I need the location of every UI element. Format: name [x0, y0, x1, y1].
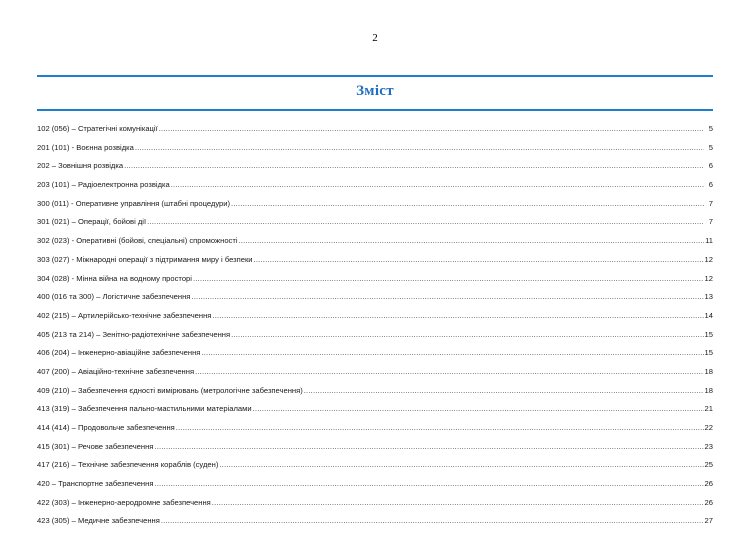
toc-leader-dots [161, 515, 704, 526]
toc-leader-dots [212, 497, 704, 508]
toc-entry-label[interactable]: 414 (414) – Продовольче забезпечення [37, 423, 175, 432]
toc-entry-page[interactable]: 6 [708, 161, 713, 171]
toc-entry[interactable] [37, 441, 713, 460]
toc-entry-page[interactable]: 27 [704, 516, 713, 526]
toc-leader-dots [159, 123, 704, 134]
toc-entry-label[interactable]: 201 (101) - Воєнна розвідка [37, 142, 134, 152]
toc-entry-page[interactable]: 12 [704, 254, 713, 264]
toc-leader-dots [154, 441, 703, 452]
toc-entry[interactable] [37, 459, 713, 478]
toc-leader-dots [176, 422, 704, 433]
toc-entry-label[interactable]: 417 (216) – Технічне забезпечення кораблів (суден) [37, 460, 219, 470]
toc-entry-page[interactable]: 11 [705, 236, 713, 246]
toc-entry[interactable] [37, 385, 713, 404]
toc-entry[interactable] [37, 142, 713, 161]
toc-entry[interactable] [37, 515, 713, 534]
toc-entry[interactable] [37, 198, 713, 217]
toc-leader-dots [147, 216, 704, 227]
toc-entry[interactable] [37, 310, 713, 329]
toc-entry-label[interactable]: 300 (011) - Оперативне управління (штабні процедури) [37, 198, 231, 208]
toc-leader-dots [154, 478, 703, 489]
toc-entry-label[interactable]: 400 (016 та 300) – Логістичне забезпечення [37, 292, 191, 302]
toc-entry-label[interactable]: 422 (303) – Інженерно-аеродромне забезпечення [37, 497, 211, 507]
toc-entry[interactable] [37, 329, 713, 348]
toc-leader-dots [193, 273, 704, 284]
toc-entry-label[interactable]: 413 (319) – Забезпечення пально-мастильними матеріалами [37, 404, 252, 414]
toc-entry[interactable] [37, 179, 713, 198]
table-of-contents [37, 123, 713, 534]
toc-entry-label[interactable]: 301 (021) – Операції, бойові дії [37, 217, 147, 227]
toc-entry[interactable] [37, 273, 713, 292]
toc-entry-page[interactable]: 5 [708, 124, 713, 133]
toc-leader-dots [171, 179, 704, 190]
toc-leader-dots [231, 198, 704, 209]
toc-entry[interactable] [37, 291, 713, 310]
page-number: 2 [372, 32, 378, 44]
toc-leader-dots [231, 329, 703, 340]
toc-entry-page[interactable]: 5 [708, 142, 713, 152]
toc-entry-page[interactable]: 15 [704, 348, 713, 358]
toc-entry-label[interactable]: 415 (301) – Речове забезпечення [37, 441, 154, 451]
toc-entry[interactable] [37, 235, 713, 254]
toc-leader-dots [201, 347, 703, 358]
toc-entry-page[interactable]: 15 [704, 329, 713, 339]
toc-entry-page[interactable]: 25 [704, 460, 713, 470]
toc-entry[interactable] [37, 216, 713, 235]
toc-entry-label[interactable]: 423 (305) – Медичне забезпечення [37, 516, 160, 526]
toc-entry-page[interactable]: 14 [704, 310, 713, 320]
toc-leader-dots [135, 142, 704, 153]
title-rule-bottom [37, 109, 713, 111]
toc-entry[interactable] [37, 497, 713, 516]
toc-entry-label[interactable]: 302 (023) - Оперативні (бойові, спеціальні) спроможності [37, 236, 238, 246]
toc-entry-label[interactable]: 406 (204) – Інженерно-авіаційне забезпечення [37, 348, 201, 358]
toc-entry-page[interactable]: 18 [704, 385, 713, 395]
toc-entry-label[interactable]: 420 – Транспортне забезпечення [37, 479, 154, 489]
toc-entry-page[interactable]: 23 [704, 441, 713, 451]
toc-leader-dots [253, 403, 704, 414]
toc-entry-page[interactable]: 12 [704, 273, 713, 283]
toc-leader-dots [304, 385, 704, 396]
toc-entry-page[interactable]: 13 [704, 292, 713, 302]
toc-entry[interactable] [37, 366, 713, 385]
toc-entry-page[interactable]: 6 [708, 180, 713, 190]
toc-entry[interactable] [37, 160, 713, 179]
toc-leader-dots [195, 366, 703, 377]
toc-leader-dots [191, 291, 703, 302]
toc-entry-label[interactable]: 409 (210) – Забезпечення єдності вимірювань (метрологічне забезпечення) [37, 385, 303, 395]
toc-entry[interactable] [37, 403, 713, 422]
toc-entry[interactable] [37, 254, 713, 273]
toc-leader-dots [124, 160, 704, 171]
toc-entry-page[interactable]: 22 [704, 423, 713, 432]
toc-leader-dots [254, 254, 704, 265]
toc-entry-page[interactable]: 26 [704, 479, 713, 489]
toc-entry[interactable] [37, 478, 713, 497]
toc-entry-page[interactable]: 21 [704, 404, 713, 414]
toc-title: Зміст [356, 83, 394, 99]
toc-entry[interactable] [37, 347, 713, 366]
toc-entry-page[interactable]: 26 [704, 497, 713, 507]
toc-leader-dots [212, 310, 703, 321]
toc-entry-label[interactable]: 203 (101) – Радіоелектронна розвідка [37, 180, 170, 190]
toc-leader-dots [239, 235, 705, 246]
toc-entry-label[interactable]: 405 (213 та 214) – Зенітно-радіотехнічне забезпечення [37, 329, 231, 339]
toc-entry-label[interactable]: 304 (028) - Мінна війна на водному просторі [37, 273, 192, 283]
toc-entry[interactable] [37, 123, 713, 142]
toc-leader-dots [219, 459, 703, 470]
toc-entry-page[interactable]: 18 [704, 366, 713, 376]
toc-entry[interactable] [37, 422, 713, 441]
toc-entry-page[interactable]: 7 [708, 198, 713, 208]
title-rule-top [37, 75, 713, 77]
toc-entry-label[interactable]: 102 (056) – Стратегічні комунікації [37, 124, 158, 133]
toc-entry-label[interactable]: 202 – Зовнішня розвідка [37, 161, 124, 171]
toc-entry-page[interactable]: 7 [708, 217, 713, 227]
toc-entry-label[interactable]: 402 (215) – Артилерійсько-технічне забезпечення [37, 310, 212, 320]
toc-entry-label[interactable]: 303 (027) - Міжнародні операції з підтримання миру і безпеки [37, 254, 253, 264]
toc-entry-label[interactable]: 407 (200) – Авіаційно-технічне забезпечення [37, 366, 195, 376]
